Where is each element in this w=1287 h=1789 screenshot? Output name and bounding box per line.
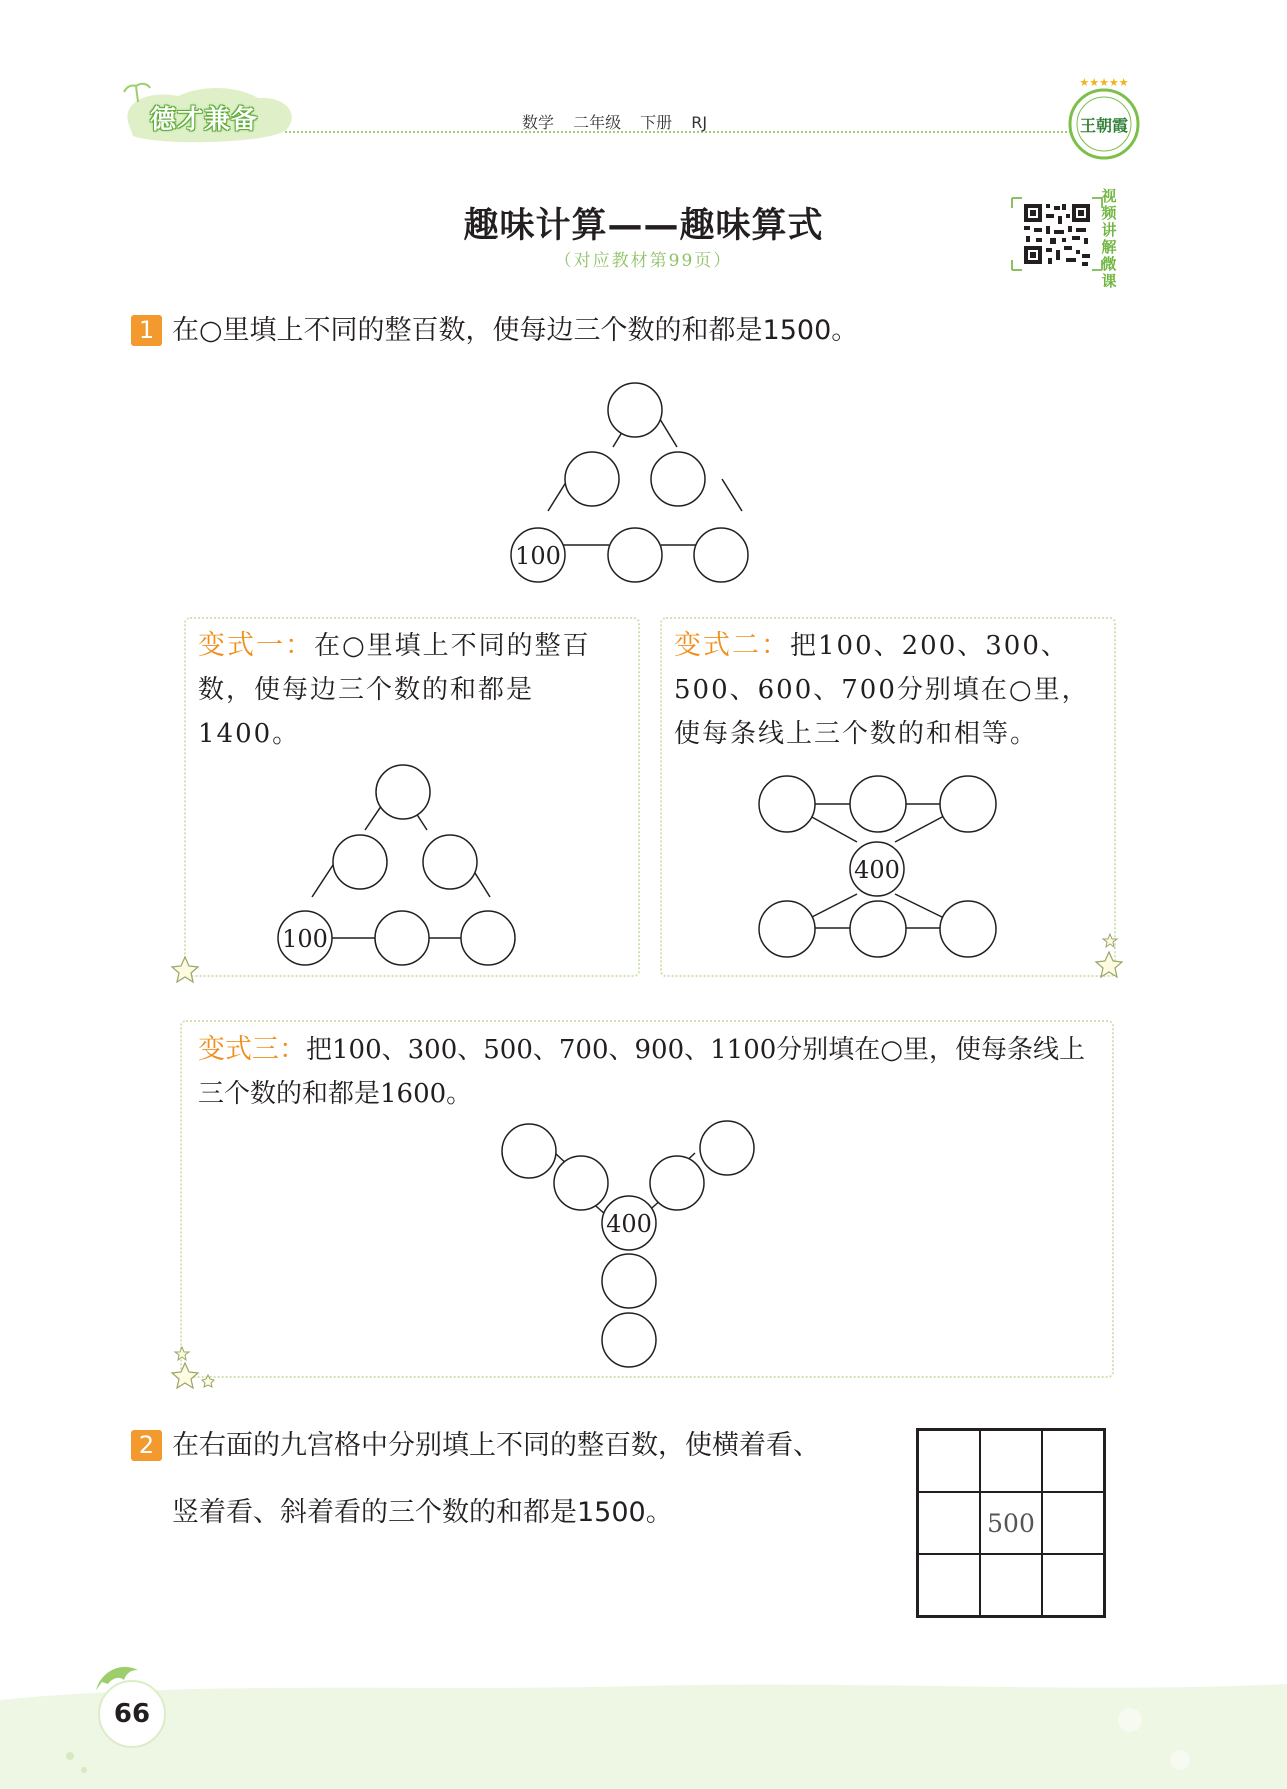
footer-background: [0, 1680, 1287, 1789]
page-title: 趣味计算——趣味算式: [463, 206, 824, 246]
qr-code-icon[interactable]: [1010, 196, 1104, 272]
publisher-seal-logo: [1062, 78, 1146, 162]
q1-circle-top: [608, 383, 662, 437]
variant-3-label: 变式三：: [198, 1034, 306, 1065]
variant-1-given-value: 100: [282, 925, 328, 953]
question-2-number: 2: [131, 1430, 162, 1461]
variant-1-label: 变式一：: [198, 630, 314, 661]
svg-text:★★★★★: ★★★★★: [1079, 78, 1129, 89]
star-decoration-icon: [1094, 932, 1124, 982]
variant-2-text: [674, 624, 1104, 756]
q1-triangle-diagram: [480, 370, 780, 590]
variant-2-body: 把100、200、300、500、600、700分别填在○里，使每条线上三个数的和相等。: [674, 631, 1090, 749]
star-decoration-icon: [170, 955, 200, 985]
variant-1-body: 在○里填上不同的整百数，使每边三个数的和都是1400。: [198, 631, 591, 749]
book-info: 数学 二年级 下册 RJ: [522, 113, 708, 132]
variant-2-label: 变式二：: [674, 630, 790, 661]
question-2-text-line1: 在右面的九宫格中分别填上不同的整百数，使横着看、: [172, 1430, 820, 1461]
grid-cell[interactable]: [980, 1430, 1042, 1492]
question-1-text: 在○里填上不同的整百数，使每边三个数的和都是1500。: [172, 315, 859, 346]
variant-3-text: [198, 1028, 1098, 1116]
grid-cell[interactable]: [918, 1554, 980, 1616]
brand-logo: 德才兼备: [150, 105, 259, 135]
question-1-number: 1: [131, 315, 162, 346]
page-subtitle: （对应教材第99页）: [554, 251, 733, 271]
qr-video-label: 视频讲解微课: [1101, 187, 1117, 290]
grid-cell-center: 500: [980, 1492, 1042, 1554]
grid-cell[interactable]: [1042, 1554, 1104, 1616]
variant-3-y-diagram: [490, 1115, 770, 1375]
q1-circle-bottom-right: [694, 528, 748, 582]
star-decoration-icon: [170, 1345, 220, 1393]
page-number: 66: [98, 1680, 166, 1748]
variant-1-triangle-diagram: [270, 760, 530, 970]
q1-given-value: 100: [515, 542, 561, 570]
variant-1-text: [198, 624, 624, 756]
grid-cell[interactable]: [1042, 1430, 1104, 1492]
grid-cell[interactable]: [918, 1430, 980, 1492]
grid-cell[interactable]: [918, 1492, 980, 1554]
q1-circle-right-mid: [651, 452, 705, 506]
variant-2-given-value: 400: [854, 856, 900, 884]
q1-circle-bottom-mid: [608, 528, 662, 582]
svg-text:王朝霞: 王朝霞: [1079, 116, 1129, 135]
variant-3-body: 把100、300、500、700、900、1100分别填在○里，使每条线上三个数的和都是1600。: [198, 1035, 1085, 1109]
q1-circle-left-mid: [565, 452, 619, 506]
grid-cell[interactable]: [1042, 1492, 1104, 1554]
nine-square-grid: [916, 1428, 1106, 1618]
question-2-text-line2: 竖着看、斜着看的三个数的和都是1500。: [172, 1497, 673, 1528]
variant-2-x-diagram: [750, 770, 1010, 970]
variant-3-given-value: 400: [606, 1210, 652, 1238]
grid-cell[interactable]: [980, 1554, 1042, 1616]
